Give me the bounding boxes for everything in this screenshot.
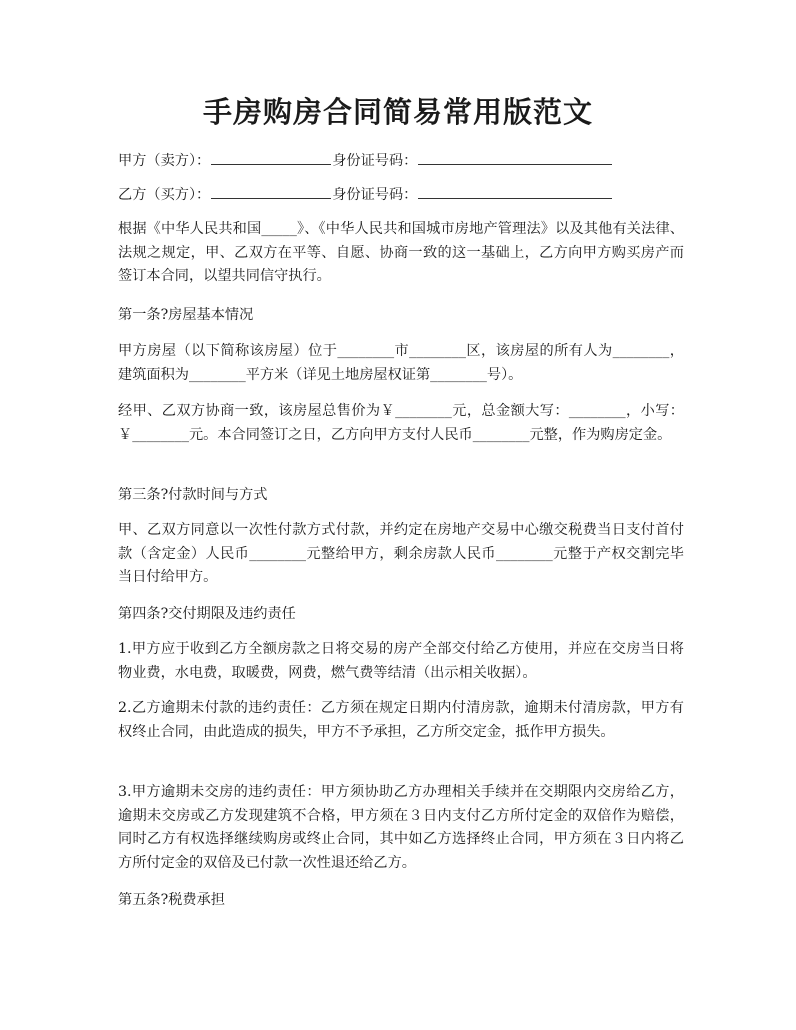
price-paragraph: 经甲、乙双方协商一致，该房屋总售价为￥________元，总金额大写：________，小写：￥________元。本合同签订之日，乙方向甲方支付人民币________元整，作为购房定金。 bbox=[118, 403, 684, 443]
article-4-heading: 第四条?交付期限及违约责任 bbox=[118, 606, 296, 622]
buyer-name-blank bbox=[211, 184, 331, 199]
preamble-paragraph: 根据《中华人民共和国_____》、《中华人民共和国城市房地产管理法》以及其他有关法律、法规之规定，甲、乙双方在平等、自愿、协商一致的这一基础上，乙方向甲方购买房产而签订本合同，以望共同信守执行。 bbox=[118, 221, 684, 284]
article-5-heading: 第五条?税费承担 bbox=[118, 892, 225, 908]
document-title: 手房购房合同简易常用版范文 bbox=[202, 95, 593, 129]
article-4-item-2: 2.乙方逾期未付款的违约责任：乙方须在规定日期内付清房款，逾期未付清房款，甲方有权终止合同，由此造成的损失，甲方不予承担，乙方所交定金，抵作甲方损失。 bbox=[118, 700, 684, 740]
seller-name-blank bbox=[211, 150, 331, 165]
article-4-item-1: 1.甲方应于收到乙方全额房款之日将交易的房产全部交付给乙方使用，并应在交房当日将物业费，水电费，取暖费，网费，燃气费等结清（出示相关收据）。 bbox=[118, 641, 684, 681]
seller-line bbox=[118, 150, 613, 174]
article-3-body: 甲、乙双方同意以一次性付款方式付款，并约定在房地产交易中心缴交税费当日支付首付款（含定金）人民币________元整给甲方，剩余房款人民币________元整于产权交割完毕当日付给甲方。 bbox=[118, 522, 684, 585]
buyer-id-label: 身份证号码： bbox=[332, 187, 418, 203]
article-3-heading: 第三条?付款时间与方式 bbox=[118, 487, 268, 503]
buyer-label: 乙方（买方）： bbox=[118, 187, 211, 203]
seller-label: 甲方（卖方）： bbox=[118, 153, 211, 169]
article-1-heading: 第一条?房屋基本情况 bbox=[118, 307, 254, 323]
seller-id-blank bbox=[418, 150, 612, 165]
buyer-id-blank bbox=[418, 184, 612, 199]
seller-id-label: 身份证号码： bbox=[332, 153, 418, 169]
buyer-line bbox=[118, 184, 613, 208]
article-4-item-3: 3.甲方逾期未交房的违约责任：甲方须协助乙方办理相关手续并在交期限内交房给乙方，逾期未交房或乙方发现建筑不合格，甲方须在３日内支付乙方所付定金的双倍作为赔偿，同时乙方有权选择继续购房或终止合同，其中如乙方选择终止合同，甲方须在３日内将乙方所付定金的双倍及已付款一次性退还给乙方。 bbox=[118, 784, 684, 871]
article-1-body: 甲方房屋（以下简称该房屋）位于________市________区，该房屋的所有人为________，建筑面积为________平方米（详见土地房屋权证第________号）。 bbox=[118, 343, 684, 383]
